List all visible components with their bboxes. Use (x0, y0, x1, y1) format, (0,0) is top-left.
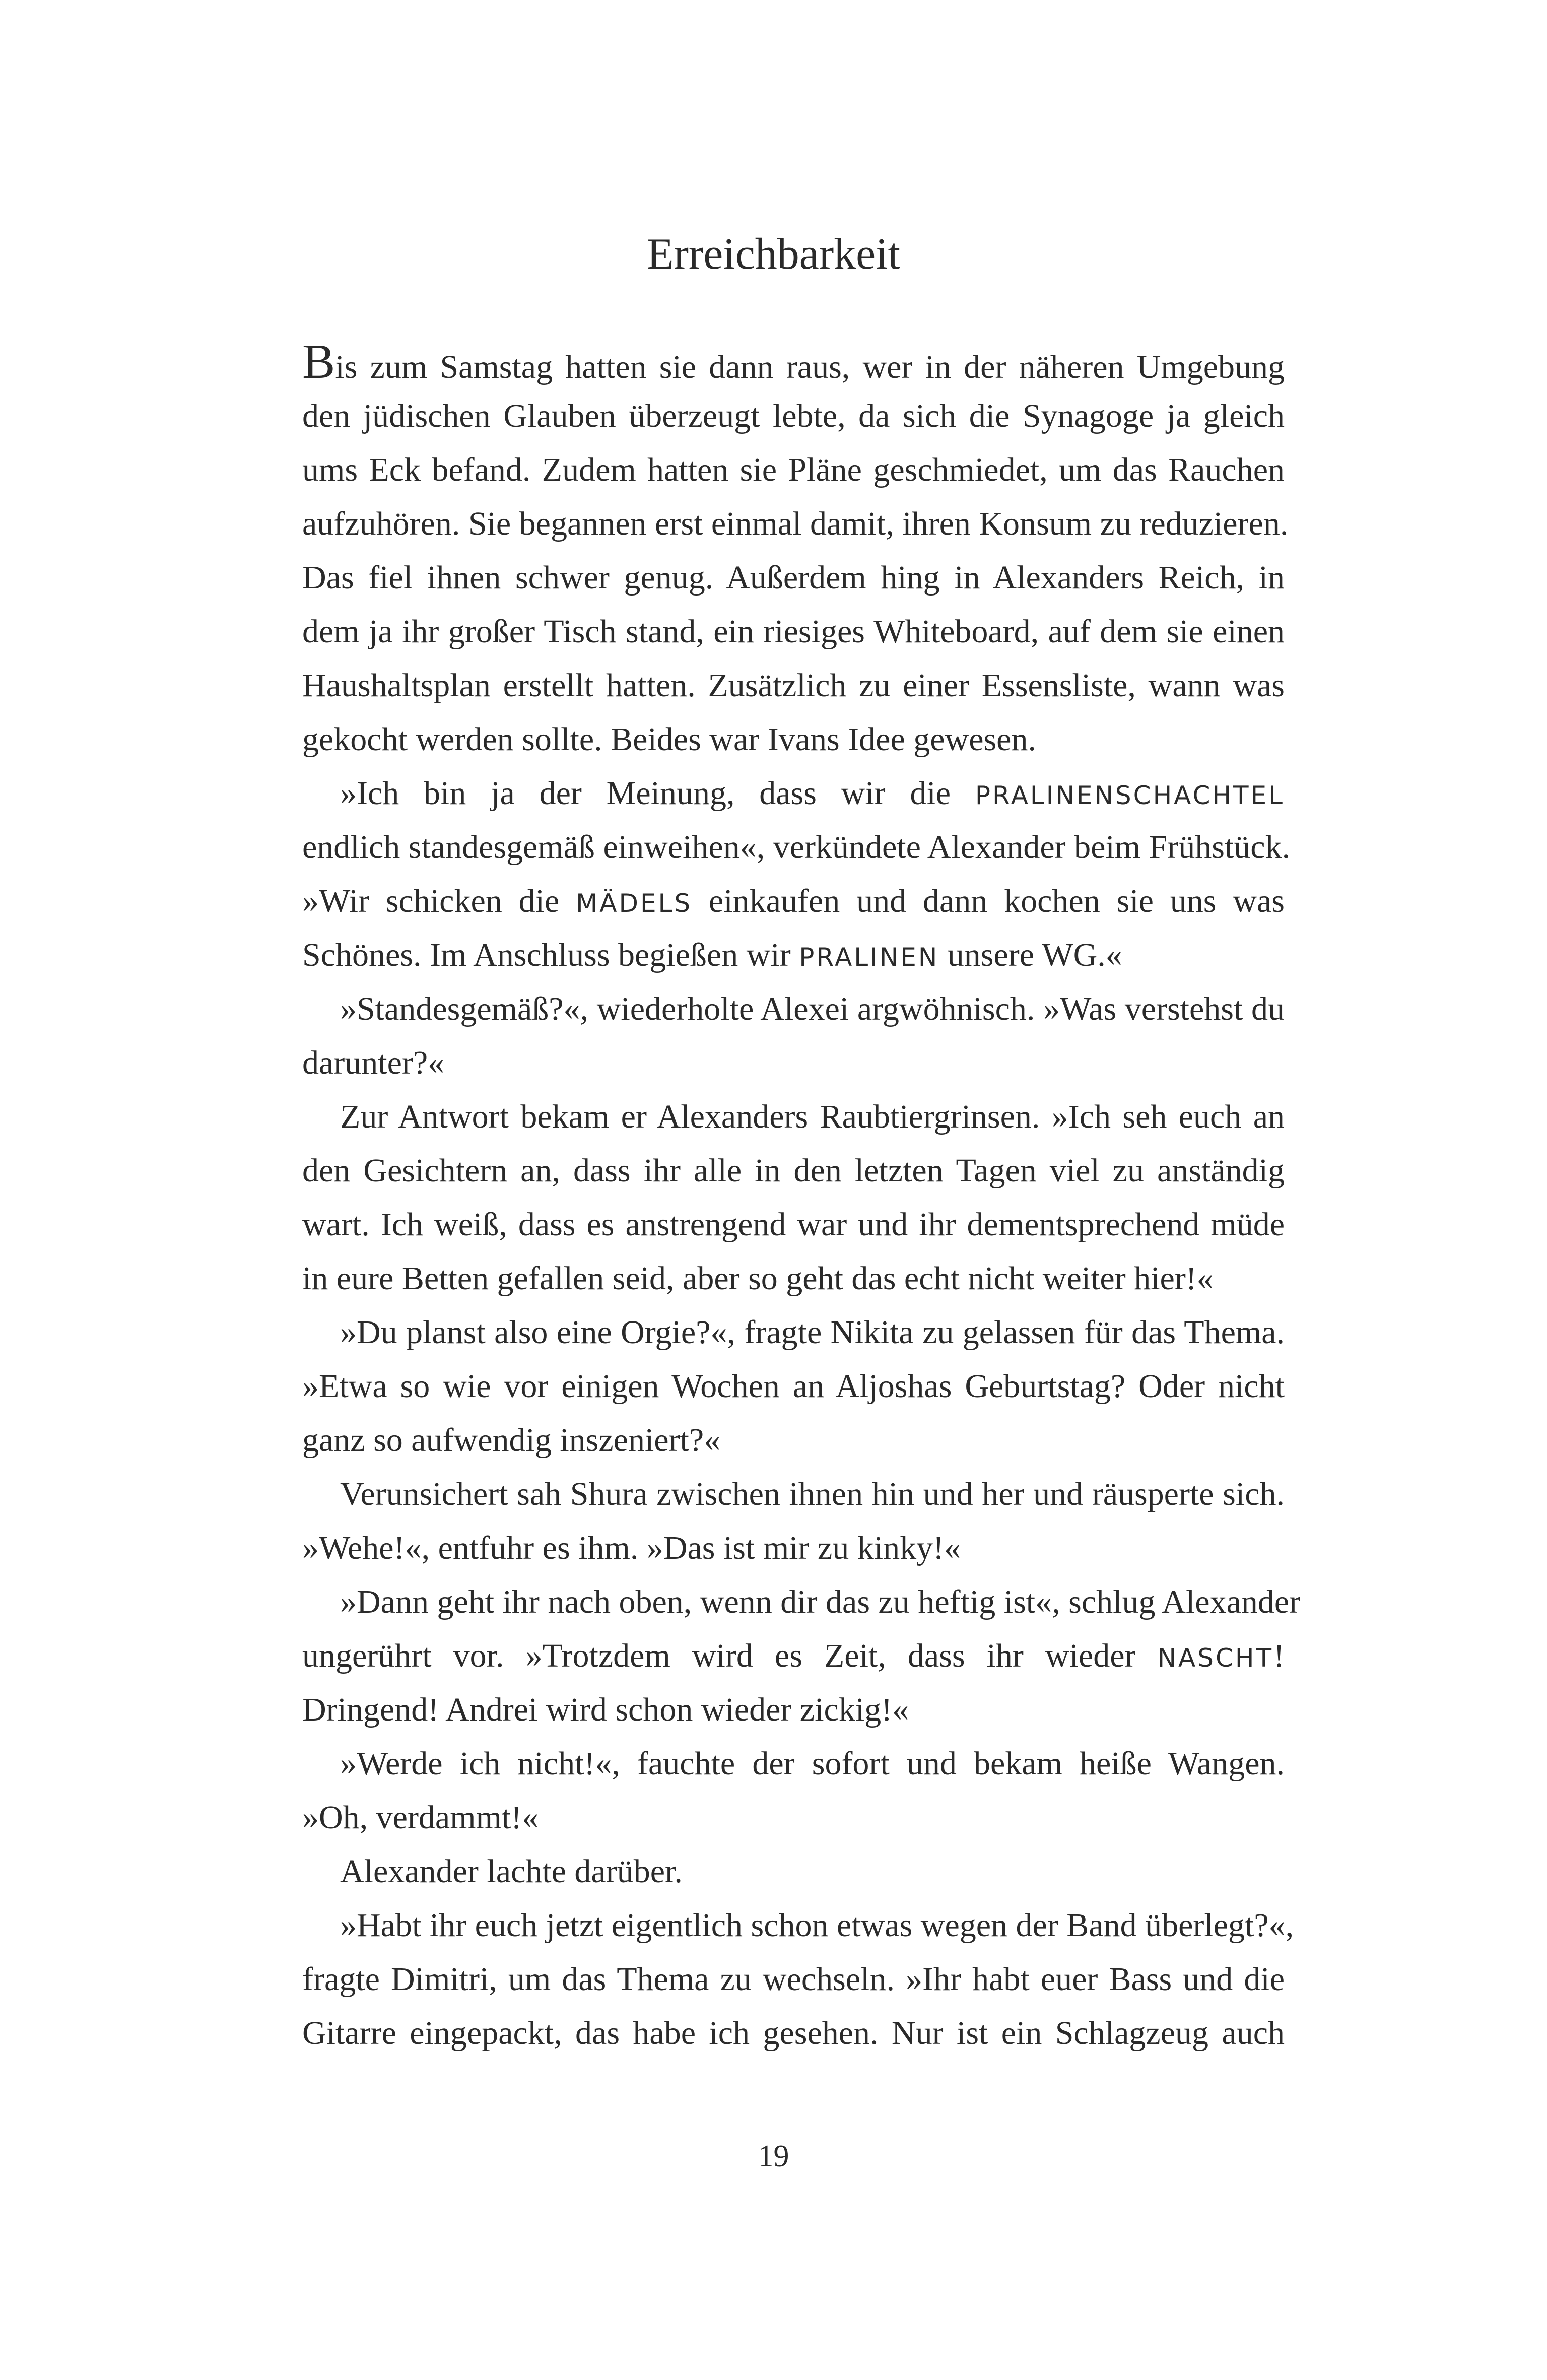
line-text: »Etwa so wie vor einigen Wochen an Aljoshas Geburtstag? Oder nicht (302, 1368, 1285, 1405)
line-text: aufzuhören. Sie begannen erst einmal damit, ihren Konsum zu reduzieren. (302, 505, 1289, 542)
text-line (302, 1844, 1285, 1898)
text-line (302, 1090, 1285, 1144)
line-text: Zur Antwort bekam er Alexanders Raubtiergrinsen. »Ich seh euch an (340, 1098, 1285, 1135)
line-text: ums Eck befand. Zudem hatten sie Pläne geschmiedet, um das Rauchen (302, 451, 1285, 488)
line-text: Haushaltsplan erstellt hatten. Zusätzlich zu einer Essensliste, wann was (302, 667, 1285, 704)
text-line (302, 1251, 1285, 1305)
text-line (302, 389, 1285, 443)
line-text: »Wehe!«, entfuhr es ihm. »Das ist mir zu kinky!« (302, 1530, 961, 1566)
text-line (302, 874, 1285, 928)
line-text: »Oh, verdammt!« (302, 1799, 539, 1836)
text-line (302, 1305, 1285, 1359)
line-text: gekocht werden sollte. Beides war Ivans Idee gewesen. (302, 721, 1036, 758)
line-text: endlich standesgemäß einweihen«, verkündete Alexander beim Frühstück. (302, 829, 1291, 866)
line-text: »Du planst also eine Orgie?«, fragte Nikita zu gelassen für das Thema. (340, 1314, 1285, 1351)
text-line (302, 1575, 1301, 1629)
line-text: Dringend! Andrei wird schon wieder zickig!« (302, 1691, 909, 1728)
text-line (302, 1521, 1285, 1575)
text-line (302, 1144, 1285, 1198)
line-text: Schönes. Im Anschluss begießen wir (302, 937, 799, 973)
line-text: ungerührt vor. »Trotzdem wird es Zeit, dass ihr wieder (302, 1637, 1158, 1674)
line-text: is zum Samstag hatten sie dann raus, wer in der näheren Umgebung (335, 349, 1285, 385)
line-text: »Ich bin ja der Meinung, dass wir die (340, 775, 975, 812)
line-text: ! (1273, 1637, 1285, 1674)
text-line (302, 1036, 1285, 1090)
line-text: unsere WG.« (939, 937, 1122, 973)
text-line (302, 1737, 1285, 1791)
line-text: in eure Betten gefallen seid, aber so geht das echt nicht weiter hier!« (302, 1260, 1214, 1297)
text-line (302, 1629, 1285, 1683)
text-line (302, 1952, 1285, 2006)
line-text: den Gesichtern an, dass ihr alle in den letzten Tagen viel zu anständig (302, 1152, 1285, 1189)
line-text: dem ja ihr großer Tisch stand, ein riesiges Whiteboard, auf dem sie einen (302, 613, 1285, 650)
text-line (302, 1898, 1294, 1952)
line-text: Alexander lachte darüber. (340, 1853, 683, 1890)
line-text: »Werde ich nicht!«, fauchte der sofort und bekam heiße Wangen. (340, 1745, 1285, 1782)
emphasized-word: MÄDELS (576, 889, 693, 918)
line-text: ganz so aufwendig inszeniert?« (302, 1422, 721, 1459)
line-text: den jüdischen Glauben überzeugt lebte, da sich die Synagoge ja gleich (302, 398, 1285, 434)
emphasized-word: PRALINEN (799, 943, 939, 972)
line-text: Das fiel ihnen schwer genug. Außerdem hing in Alexanders Reich, in (302, 559, 1285, 596)
line-text: »Wir schicken die (302, 883, 576, 919)
text-line (302, 1791, 1285, 1844)
text-line (302, 712, 1285, 766)
emphasized-word: PRALINENSCHACHTEL (975, 781, 1285, 810)
text-line (302, 658, 1285, 712)
line-text: Gitarre eingepackt, das habe ich gesehen. Nur ist ein Schlagzeug auch (302, 2015, 1285, 2052)
text-line (302, 551, 1285, 605)
text-line (302, 605, 1285, 658)
line-text: »Habt ihr euch jetzt eigentlich schon etwas wegen der Band überlegt?«, (340, 1907, 1294, 1944)
line-text: fragte Dimitri, um das Thema zu wechseln. »Ihr habt euer Bass und die (302, 1961, 1285, 1998)
text-line (302, 497, 1289, 551)
text-line (302, 766, 1285, 820)
emphasized-word: NASCHT (1157, 1643, 1274, 1673)
page-number: 19 (758, 2139, 789, 2173)
text-line (302, 1467, 1285, 1521)
line-text: »Dann geht ihr nach oben, wenn dir das zu heftig ist«, schlug Alexander (340, 1583, 1301, 1620)
text-line (302, 928, 1285, 982)
line-text: einkaufen und dann kochen sie uns was (692, 883, 1285, 919)
text-line (302, 335, 1285, 389)
chapter-title: Erreichbarkeit (646, 230, 901, 279)
body-text (302, 335, 1301, 2060)
line-text: wart. Ich weiß, dass es anstrengend war und ihr dementsprechend müde (302, 1206, 1285, 1243)
text-line (302, 1683, 1285, 1737)
text-line (302, 1198, 1285, 1251)
text-line (302, 1413, 1285, 1467)
text-line (302, 1359, 1285, 1413)
text-line (302, 820, 1291, 874)
text-line (302, 982, 1285, 1036)
text-line (302, 2006, 1285, 2060)
line-text: »Standesgemäß?«, wiederholte Alexei argwöhnisch. »Was verstehst du (340, 990, 1285, 1027)
text-line (302, 443, 1285, 497)
drop-cap: B (302, 335, 335, 389)
line-text: darunter?« (302, 1044, 445, 1081)
line-text: Verunsichert sah Shura zwischen ihnen hin und her und räusperte sich. (340, 1476, 1285, 1512)
